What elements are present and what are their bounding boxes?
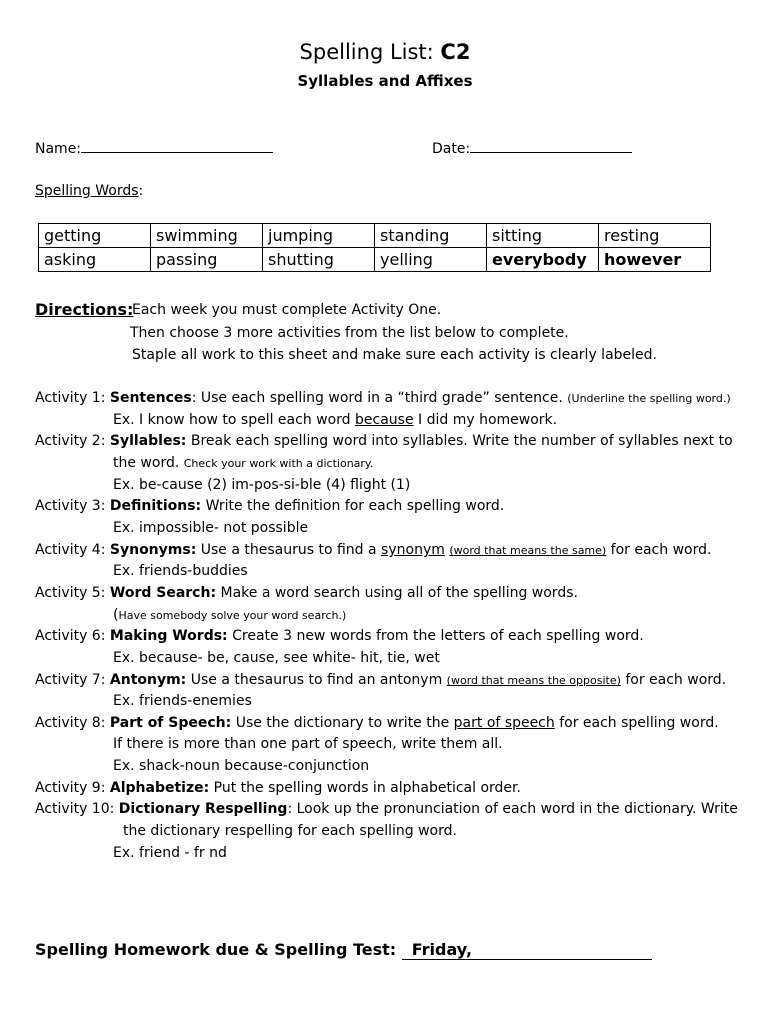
activity-text: Use a thesaurus to find a — [196, 542, 382, 558]
word-cell: shutting — [263, 248, 375, 272]
directions-label: Directions: — [35, 300, 134, 319]
table-row — [39, 248, 711, 272]
activity-10-example: Ex. friend - fr nd — [113, 845, 227, 861]
title-code: C2 — [440, 40, 471, 64]
activity-8-example: Ex. shack-noun because-conjunction — [113, 758, 370, 774]
activity-title: Part of Speech: — [109, 715, 232, 731]
example-text: I did my homework. — [413, 412, 558, 428]
activity-text: Make a word search using all of the spelling words. — [216, 585, 578, 601]
activity-text: : Use each spelling word in a “third grade” sentence. — [191, 390, 568, 406]
activity-3 — [35, 498, 504, 514]
word-cell: however — [599, 248, 711, 272]
activity-1-example — [113, 412, 557, 428]
activity-10-continued: the dictionary respelling for each spelling word. — [123, 823, 457, 839]
activity-title: Alphabetize: — [109, 780, 210, 796]
date-blank[interactable] — [470, 140, 632, 153]
spelling-words-heading — [35, 183, 143, 199]
activity-10 — [35, 801, 738, 817]
activity-note: Have somebody solve your word search.) — [118, 609, 347, 622]
activity-number: Activity 1: — [35, 390, 110, 406]
activity-5-note — [113, 607, 346, 623]
activity-2-continued — [113, 455, 373, 471]
activity-number: Activity 6: — [35, 628, 110, 644]
word-cell: passing — [151, 248, 263, 272]
activity-text: Use the dictionary to write the — [231, 715, 454, 731]
word-cell: asking — [39, 248, 151, 272]
example-underlined: because — [355, 412, 414, 428]
activity-text: Write the definition for each spelling word. — [201, 498, 505, 514]
activity-number: Activity 9: — [35, 780, 110, 796]
due-blank[interactable] — [402, 940, 652, 960]
activity-number: Activity 7: — [35, 672, 110, 688]
activity-6 — [35, 628, 644, 644]
due-label: Spelling Homework due & Spelling Test: — [35, 940, 402, 959]
name-blank[interactable] — [81, 140, 273, 153]
example-text: Ex. I know how to spell each word — [113, 412, 355, 428]
note-paren: ( — [113, 607, 119, 623]
activity-title: Definitions: — [109, 498, 202, 514]
activity-number: Activity 10: — [35, 801, 119, 817]
activity-title: Antonym: — [109, 672, 187, 688]
activity-9 — [35, 780, 521, 796]
homework-due-line — [35, 940, 652, 960]
word-cell: getting — [39, 224, 151, 248]
activity-5 — [35, 585, 578, 601]
activity-number: Activity 3: — [35, 498, 110, 514]
date-field — [432, 140, 632, 157]
spelling-words-label: Spelling Words — [35, 183, 139, 199]
activity-title: Syllables: — [109, 433, 187, 449]
activity-1 — [35, 390, 731, 406]
activity-7-example: Ex. friends-enemies — [113, 693, 252, 709]
activity-8-continued: If there is more than one part of speech, write them all. — [113, 736, 503, 752]
activity-6-example: Ex. because- be, cause, see white- hit, tie, wet — [113, 650, 440, 666]
activity-4 — [35, 542, 711, 558]
date-label: Date: — [432, 141, 471, 157]
activity-3-example: Ex. impossible- not possible — [113, 520, 309, 536]
activity-8 — [35, 715, 719, 731]
activity-note: (Underline the spelling word.) — [567, 392, 731, 405]
activity-2 — [35, 433, 733, 449]
activity-text: for each word. — [620, 672, 727, 688]
name-field — [35, 140, 273, 157]
table-row — [39, 224, 711, 248]
spelling-words-table — [38, 223, 711, 272]
activity-underlined: part of speech — [453, 715, 555, 731]
due-day: Friday, — [411, 940, 473, 959]
activity-text: Use a thesaurus to find an antonym — [186, 672, 447, 688]
activity-text: the word. — [113, 455, 184, 471]
activity-number: Activity 8: — [35, 715, 110, 731]
activity-text: Put the spelling words in alphabetical order. — [209, 780, 521, 796]
word-cell: sitting — [487, 224, 599, 248]
activity-note: (word that means the same) — [449, 544, 607, 557]
activity-title: Dictionary Respelling — [118, 801, 288, 817]
activity-number: Activity 4: — [35, 542, 110, 558]
activity-4-example: Ex. friends-buddies — [113, 563, 248, 579]
activity-title: Synonyms: — [109, 542, 197, 558]
activity-text: for each spelling word. — [554, 715, 719, 731]
activity-note: (word that means the opposite) — [446, 674, 621, 687]
activity-text: Create 3 new words from the letters of each spelling word. — [227, 628, 644, 644]
word-cell: jumping — [263, 224, 375, 248]
activity-7 — [35, 672, 726, 688]
activity-text: for each word. — [606, 542, 712, 558]
activity-title: Making Words: — [109, 628, 228, 644]
directions-line-1: Each week you must complete Activity One. — [132, 302, 442, 318]
activity-title: Sentences — [109, 390, 192, 406]
activity-text: Break each spelling word into syllables. Write the number of syllables next to — [186, 433, 733, 449]
word-cell: everybody — [487, 248, 599, 272]
word-cell: swimming — [151, 224, 263, 248]
activity-underlined: synonym — [381, 542, 445, 558]
directions-line-3: Staple all work to this sheet and make sure each activity is clearly labeled. — [132, 347, 657, 363]
title-prefix: Spelling List: — [299, 40, 441, 64]
activity-number: Activity 2: — [35, 433, 110, 449]
activity-2-example: Ex. be-cause (2) im-pos-si-ble (4) flight (1) — [113, 477, 411, 493]
page-title — [0, 40, 770, 64]
word-cell: yelling — [375, 248, 487, 272]
activity-number: Activity 5: — [35, 585, 110, 601]
activity-note: Check your work with a dictionary. — [183, 457, 374, 470]
directions-line-2: Then choose 3 more activities from the list below to complete. — [130, 325, 569, 341]
page-subtitle: Syllables and Affixes — [297, 72, 473, 90]
word-cell: resting — [599, 224, 711, 248]
word-cell: standing — [375, 224, 487, 248]
activity-title: Word Search: — [109, 585, 217, 601]
activity-text: : Look up the pronunciation of each word in the dictionary. Write — [287, 801, 738, 817]
name-label: Name: — [35, 141, 82, 157]
spelling-words-colon: : — [138, 183, 144, 199]
